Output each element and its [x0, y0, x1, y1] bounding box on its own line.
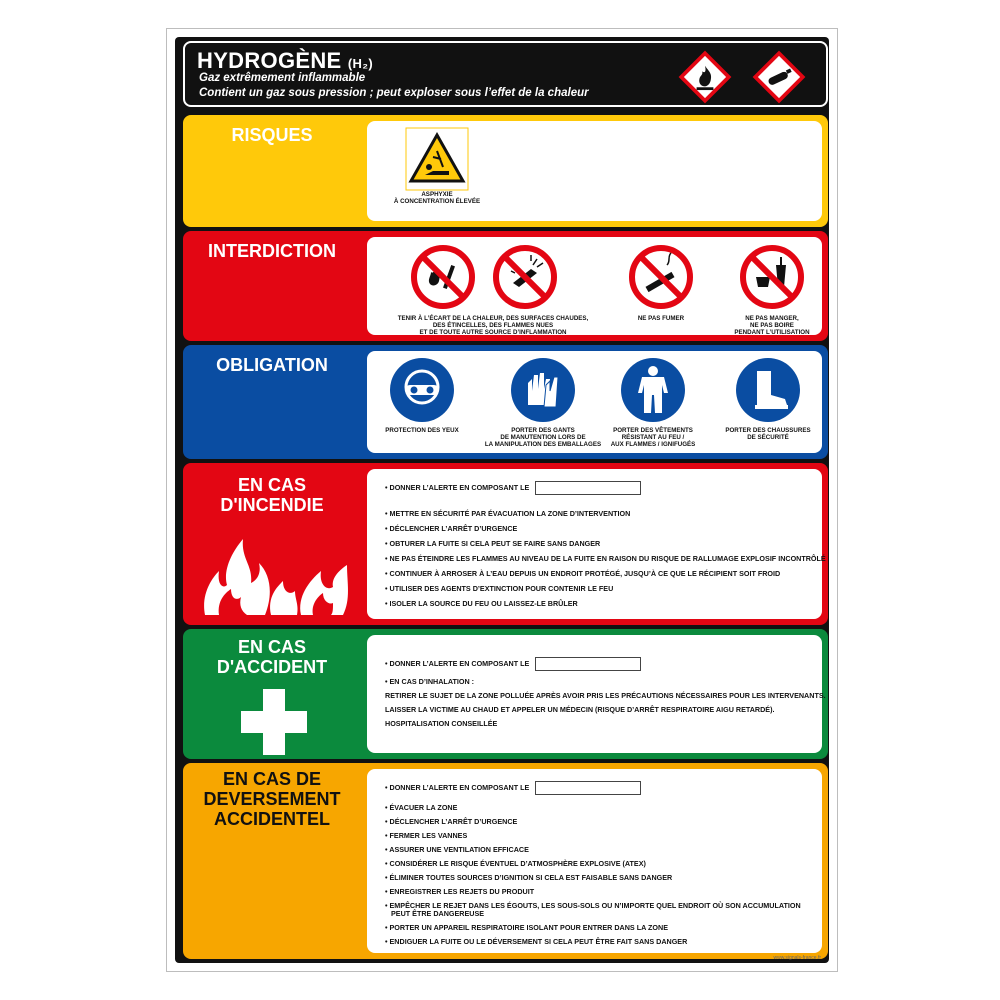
list-item: • ENDIGUER LA FUITE OU LE DÉVERSEMENT SI CELA PEUT ÊTRE FAIT SANS DANGER [385, 937, 688, 946]
picto-caption: PROTECTION DES YEUX [385, 427, 459, 434]
safety-poster [166, 28, 838, 972]
no-smoking-icon [627, 243, 695, 311]
interdiction-shared-caption: TENIR À L’ÉCART DE LA CHALEUR, DES SURFACES CHAUDES, DES ÉTINCELLES, DES FLAMMES NUES ET DE TOUTE AUTRE SOURCE D’INFLAMMATION [397, 315, 589, 336]
picto-caption: PORTER DES CHAUSSURES DE SÉCURITÉ [725, 427, 811, 441]
list-item: • CONTINUER À ARROSER À L’EAU DEPUIS UN ENDROIT PROTÉGÉ, JUSQU’À CE QUE LE RÉCIPIENT SOIT FROID [385, 569, 781, 578]
incendie-panel [367, 469, 826, 619]
footer-url: www.signals-france.fr [773, 955, 821, 961]
list-item: • FERMER LES VANNES [385, 831, 468, 840]
section-title: EN CAS DE DEVERSEMENT ACCIDENTEL [203, 769, 341, 829]
page-title: HYDROGÈNE (H₂) [197, 48, 373, 73]
alert-line: • DONNER L’ALERTE EN COMPOSANT LE [385, 481, 641, 495]
list-item: • PORTER UN APPAREIL RESPIRATOIRE ISOLANT POUR ENTRER DANS LA ZONE [385, 923, 668, 932]
picto-asphyxia [377, 127, 497, 205]
section-title: OBLIGATION [216, 355, 328, 375]
picto-caption: PORTER DES VÊTEMENTS RÉSISTANT AU FEU / AUX FLAMMES / IGNIFUGÉS [610, 427, 696, 448]
chemical-formula: (H₂) [347, 56, 373, 71]
section-title: EN CAS D'ACCIDENT [216, 637, 328, 677]
header [183, 41, 828, 107]
list-item: • ISOLER LA SOURCE DU FEU OU LAISSEZ-LE BRÛLER [385, 599, 578, 608]
protective-clothing-icon [620, 357, 686, 423]
emergency-number-field[interactable] [535, 657, 641, 671]
no-sparks-icon [491, 243, 559, 311]
list-item: • OBTURER LA FUITE SI CELA PEUT SE FAIRE SANS DANGER [385, 539, 601, 548]
list-item: • ASSURER UNE VENTILATION EFFICACE [385, 845, 529, 854]
section-title: INTERDICTION [208, 241, 336, 261]
picto-protective-clothing [593, 357, 713, 448]
risques-panel [367, 121, 822, 221]
emergency-number-field[interactable] [535, 781, 641, 795]
instruction-line: RETIRER LE SUJET DE LA ZONE POLLUÉE APRÈS AVOIR PRIS LES PRÉCAUTIONS NÉCESSAIRES POUR LES INTERVENANTS. [385, 691, 826, 700]
section-interdiction [183, 231, 828, 341]
emergency-number-field[interactable] [535, 481, 641, 495]
section-title: RISQUES [231, 125, 313, 145]
list-item: • EMPÊCHER LE REJET DANS LES ÉGOUTS, LES SOUS-SOLS OU N’IMPORTE QUEL ENDROIT OÙ SON ACCUMULATION [385, 901, 801, 910]
poster-frame [175, 37, 829, 963]
deversement-panel [367, 769, 822, 953]
section-deversement [183, 763, 828, 959]
list-item: • ENREGISTRER LES REJETS DU PRODUIT [385, 887, 535, 896]
list-item: • NE PAS ÉTEINDRE LES FLAMMES AU NIVEAU DE LA FUITE EN RAISON DU RISQUE DE RALLUMAGE EXPLOSIF INCONTRÔLÉ [385, 554, 826, 563]
gloves-icon [510, 357, 576, 423]
picto-caption: ASPHYXIE À CONCENTRATION ÉLEVÉE [393, 191, 481, 205]
section-risques [183, 115, 828, 227]
picto-safety-boots [713, 357, 823, 441]
list-item: • ÉVACUER LA ZONE [385, 803, 458, 812]
picto-caption: PORTER DES GANTS DE MANUTENTION LORS DE LA MANIPULATION DES EMBALLAGES [484, 427, 602, 448]
alert-line: • DONNER L’ALERTE EN COMPOSANT LE [385, 657, 641, 671]
list-item: • METTRE EN SÉCURITÉ PAR ÉVACUATION LA ZONE D’INTERVENTION [385, 509, 631, 518]
no-eating-drinking-icon [738, 243, 806, 311]
inhalation-heading: • EN CAS D’INHALATION : [385, 677, 475, 686]
section-accident [183, 629, 828, 759]
flames-icon [201, 535, 353, 619]
section-obligation [183, 345, 828, 459]
list-item: • DÉCLENCHER L’ARRÊT D’URGENCE [385, 524, 518, 533]
section-incendie [183, 463, 828, 625]
picto-caption: NE PAS MANGER, NE PAS BOIRE PENDANT L’UTILISATION [734, 315, 810, 336]
interdiction-panel [367, 237, 822, 335]
list-item: • ÉLIMINER TOUTES SOURCES D’IGNITION SI CELA EST FAISABLE SANS DANGER [385, 873, 673, 882]
instruction-line: HOSPITALISATION CONSEILLÉE [385, 719, 498, 728]
hazard-statement-2: Contient un gaz sous pression ; peut exploser sous l’effet de la chaleur [199, 87, 589, 99]
accident-panel [367, 635, 826, 753]
flame-ghs-icon [677, 49, 733, 105]
list-item: • UTILISER DES AGENTS D’EXTINCTION POUR CONTENIR LE FEU [385, 584, 614, 593]
alert-line: • DONNER L’ALERTE EN COMPOSANT LE [385, 781, 641, 795]
picto-eye-protection [373, 357, 471, 434]
asphyxia-warning-icon [405, 127, 469, 191]
list-item: • CONSIDÉRER LE RISQUE ÉVENTUEL D’ATMOSPHÈRE EXPLOSIVE (ATEX) [385, 859, 646, 868]
list-item-continuation: PEUT ÊTRE DANGEREUSE [391, 909, 485, 918]
section-title: EN CAS D'INCENDIE [220, 475, 324, 515]
instruction-line: LAISSER LA VICTIME AU CHAUD ET APPELER UN MÉDECIN (RISQUE D’ARRÊT RESPIRATOIRE AIGU RETARDÉ). [385, 705, 775, 714]
no-open-flame-icon [409, 243, 477, 311]
eye-protection-icon [389, 357, 455, 423]
safety-boots-icon [735, 357, 801, 423]
list-item: • DÉCLENCHER L’ARRÊT D’URGENCE [385, 817, 518, 826]
picto-caption: NE PAS FUMER [637, 315, 685, 322]
picto-gloves [475, 357, 611, 448]
first-aid-cross-icon [241, 689, 307, 755]
gas-cylinder-ghs-icon [751, 49, 807, 105]
hazard-statement-1: Gaz extrêmement inflammable [199, 72, 366, 84]
obligation-panel [367, 351, 822, 453]
